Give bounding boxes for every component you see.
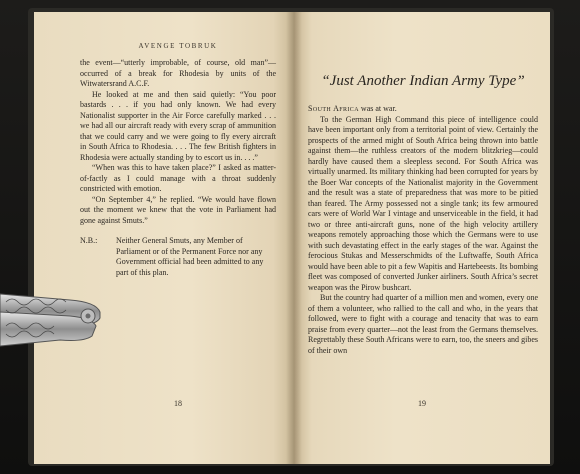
right-page	[294, 12, 550, 464]
chapter-title: “Just Another Indian Army Type”	[321, 73, 525, 89]
lead-rest: was at war.	[358, 104, 397, 113]
paragraph: But the country had quarter of a million men and women, every one of them a volunteer, who rallied to the call and who, in the years that followed, were to fight with a courage and tenacity that was to earn praise from every quarter—not the least from the Germans themselves. Regrettably these South Africans were to earn, too, the sneers and gibes of their own	[308, 293, 538, 355]
paragraph: To the German High Command this piece of intelligence could have been important only from a territorial point of view. Certainly the prospects of the armed might of South Africa being thrown into battle against them—the ruthless creators of the modern blitzkrieg—could hardly have caused them a sleepless second. For South Africa was virtually unarmed. Its military thinking had been corrupted for years by the Boer War concepts of the Nationalist majority in the Government and the result was a state of preparedness that was more to be pitied than feared. The Army possessed not a single tank; its few armoured cars were of World War I vintage and unserviceable in the field, it had two or three anti-aircraft guns, none of the high velocity artillery weapons remotely approaching those which the Germans were to use with such devastating effect in the early stages of the war. Against the ferocious Stukas and Messerschmidts of the Luftwaffe, South Africa would have been able to pit a few Wapitis and Hartebeests. Its bombing fleet was composed of converted Junker airliners. South Africa’s secret weapon was the Pirow bushcart.	[308, 114, 538, 292]
page-clip-icon	[0, 282, 112, 350]
left-page	[34, 12, 294, 464]
paragraph: He looked at me and then said quietly: “You poor bastards . . . if you had only known. We had every Nationalist supporter in the Air Force carefully marked . . . we had all our aircraft ready with every scrap of ammunition that we could carry and we were going to fly every aircraft in South Africa to Rhodesia. . . . The few British fighters in Rhodesia were actually standing by to escort us in. . . .”	[80, 89, 276, 162]
lead-smallcaps: South Africa	[308, 104, 359, 113]
opening-paragraph	[308, 104, 538, 115]
right-page-body	[308, 104, 538, 356]
running-head: AVENGE TOBRUK	[138, 42, 218, 50]
nb-label: N.B.:	[80, 236, 98, 245]
nb-text: Neither General Smuts, any Member of Parliament or of the Permanent Force nor any Government official had been admitted to any part of this plan.	[116, 236, 264, 277]
page-number: 18	[174, 399, 182, 408]
book-gutter	[286, 12, 302, 464]
nota-bene	[80, 236, 276, 278]
paragraph: “When was this to have taken place?” I asked as matter-of-factly as I could manage with a throat suddenly constricted with emotion.	[80, 163, 276, 193]
page-number: 19	[418, 399, 426, 408]
paragraph: “On September 4,” he replied. “We would have flown out the moment we knew that the vote in Parliament had gone against Smuts.”	[80, 194, 276, 225]
paragraph: the event—“utterly improbable, of course, old man”—occurred of a break for Rhodesia by units of the Witwatersrand A.C.F.	[80, 58, 276, 88]
left-page-body	[80, 58, 276, 226]
